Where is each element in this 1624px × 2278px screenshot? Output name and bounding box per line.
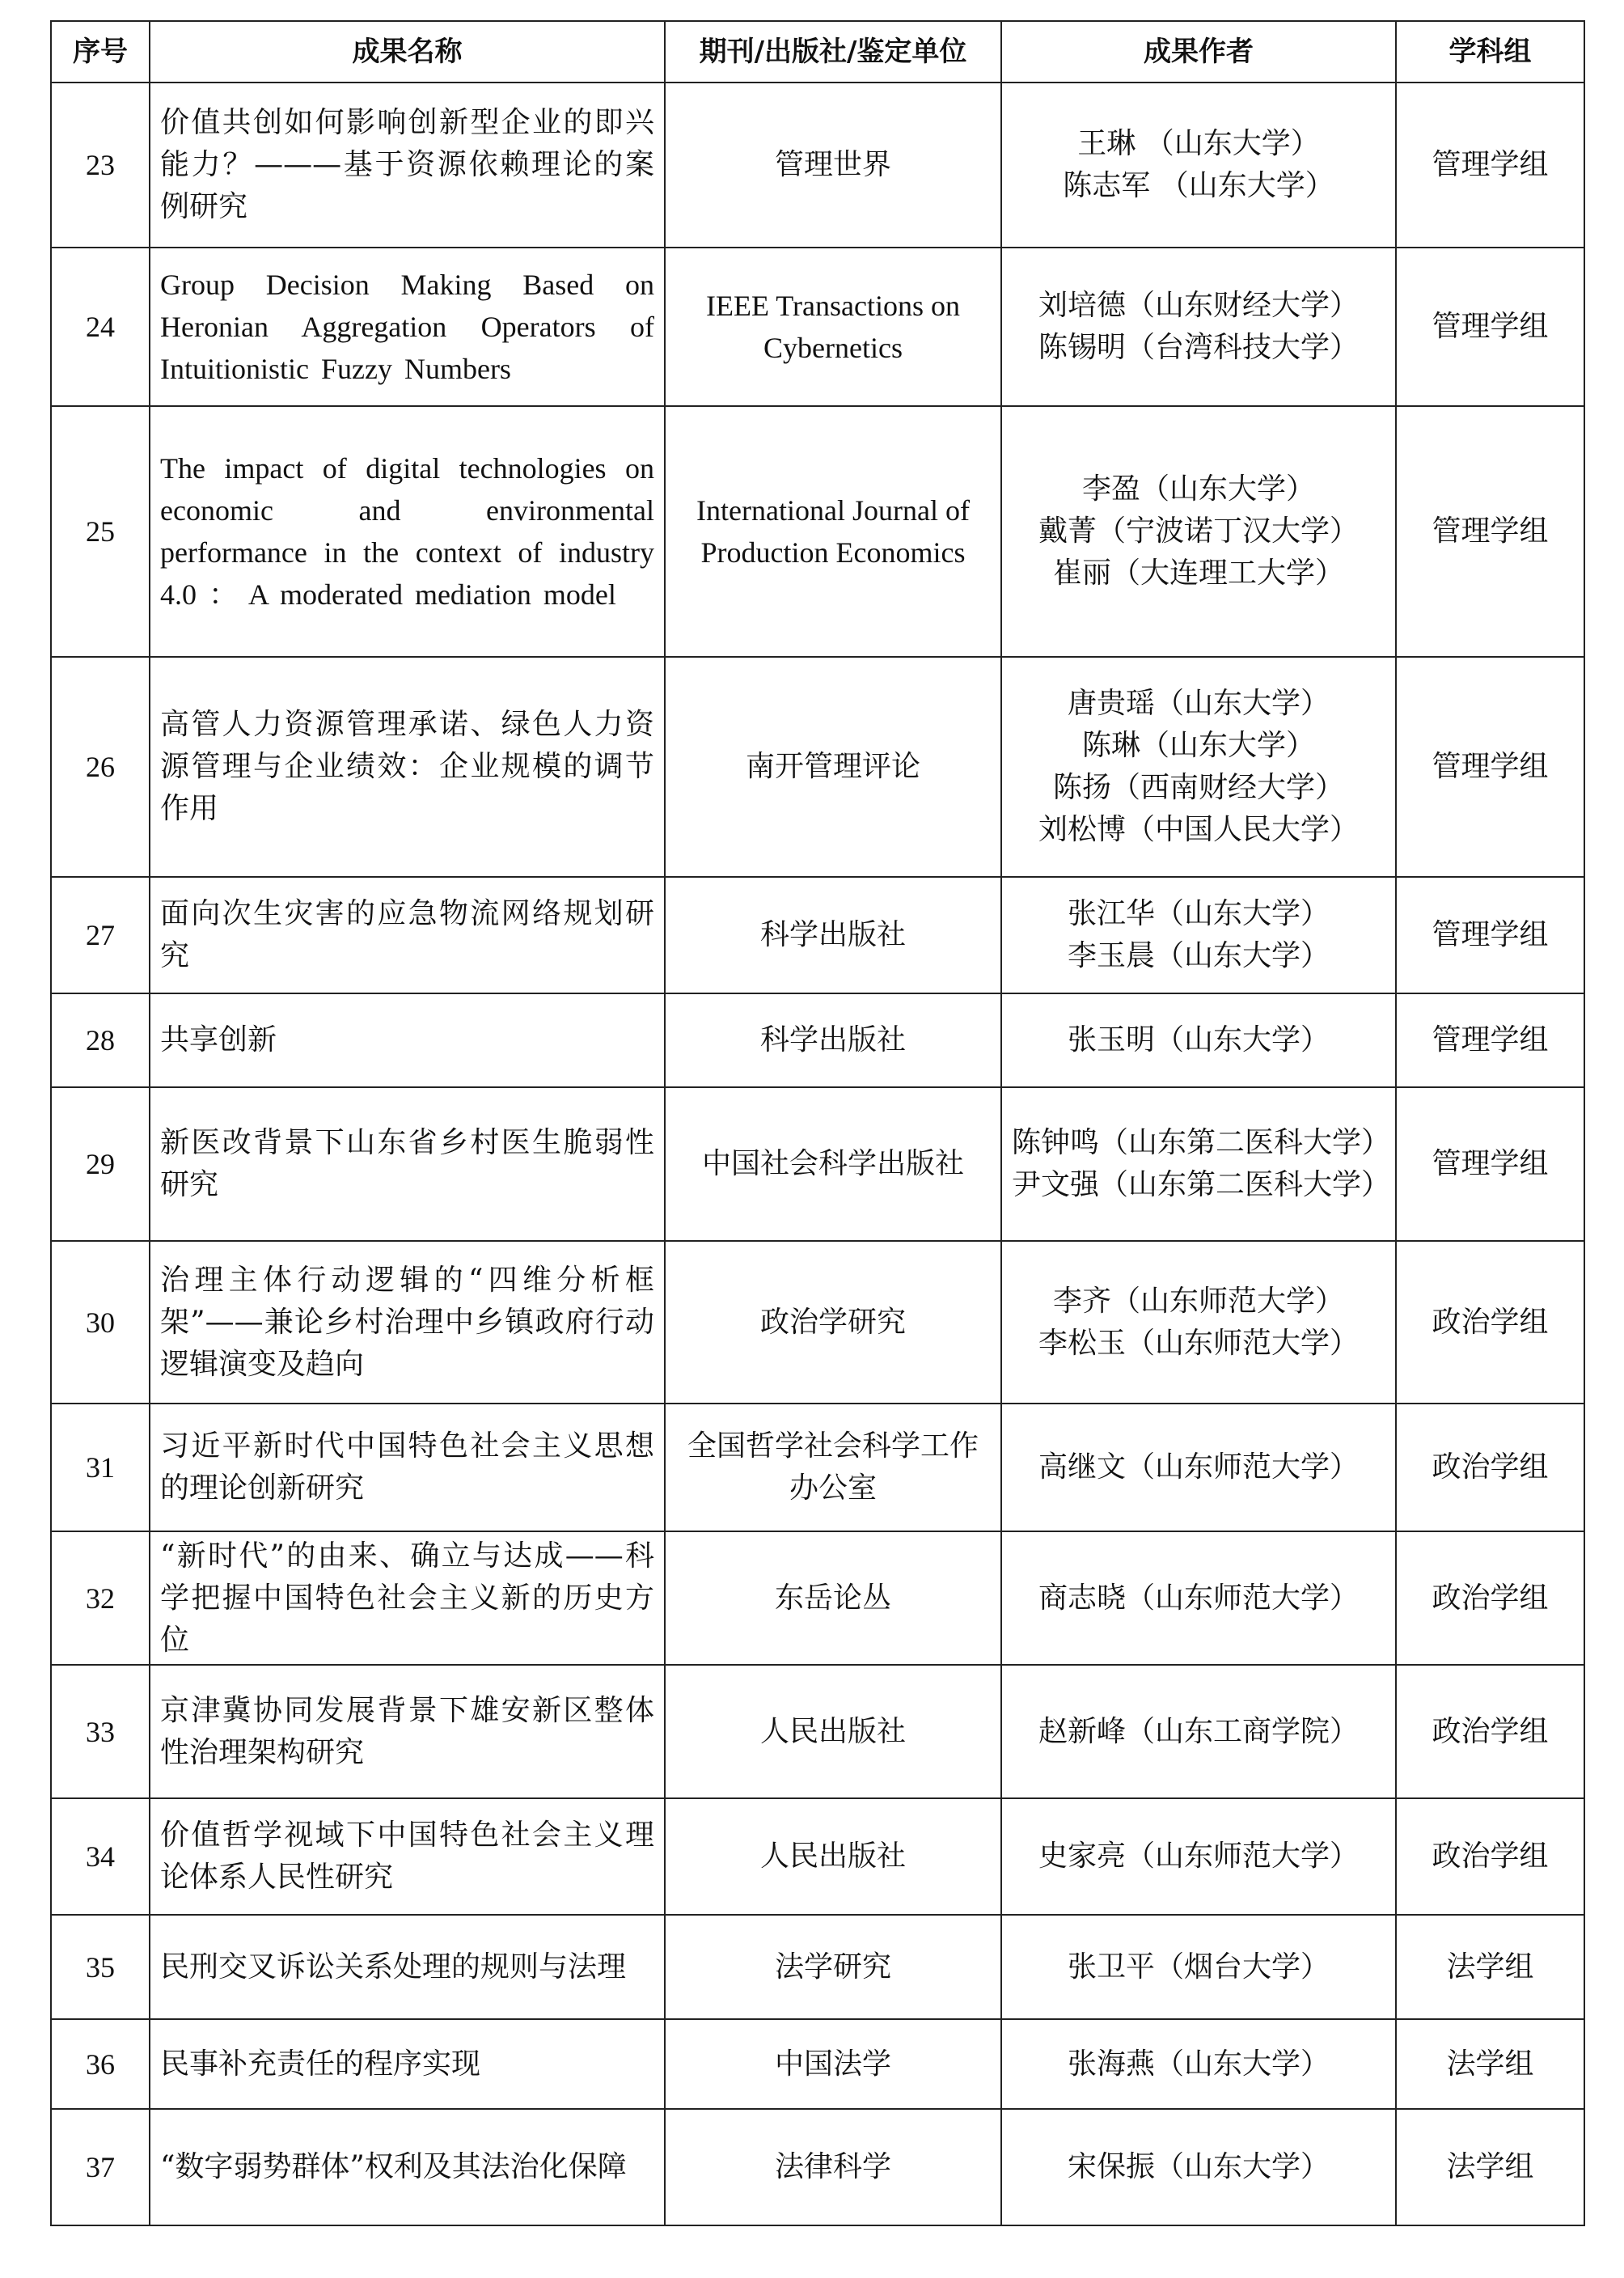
author: 宋保振（山东大学） [1067, 2150, 1330, 2183]
row-number: 33 [51, 1665, 150, 1798]
subject-group: 管理学组 [1396, 248, 1584, 406]
authors-cell [1001, 1915, 1396, 2019]
row-number: 36 [51, 2019, 150, 2109]
table-row [51, 993, 1584, 1087]
subject-group: 管理学组 [1396, 877, 1584, 993]
table-row [51, 1798, 1584, 1915]
result-title: “新时代”的由来、确立与达成——科学把握中国特色社会主义新的历史方位 [150, 1531, 665, 1665]
subject-group: 政治学组 [1396, 1404, 1584, 1531]
author: 史家亮（山东师范大学） [1038, 1840, 1359, 1873]
row-number: 23 [51, 83, 150, 248]
header-group: 学科组 [1396, 21, 1584, 83]
author: 李盈（山东大学） [1081, 472, 1315, 506]
result-title: 共享创新 [150, 993, 665, 1087]
table-row [51, 1915, 1584, 2019]
author: 陈扬（西南财经大学） [1052, 771, 1344, 804]
author: 唐贵瑶（山东大学） [1067, 687, 1330, 720]
row-number: 37 [51, 2109, 150, 2225]
authors-cell [1001, 1241, 1396, 1404]
result-title: 面向次生灾害的应急物流网络规划研究 [150, 877, 665, 993]
row-number: 30 [51, 1241, 150, 1404]
table-row [51, 2019, 1584, 2109]
row-number: 25 [51, 406, 150, 657]
results-table [50, 20, 1585, 2226]
subject-group: 政治学组 [1396, 1665, 1584, 1798]
publisher: 管理世界 [665, 83, 1001, 248]
result-title: The impact of digital technologies on economic and environmental performance in the context of industry 4.0 ： A moderated mediation model [150, 406, 665, 657]
row-number: 32 [51, 1531, 150, 1665]
result-title: 民事补充责任的程序实现 [150, 2019, 665, 2109]
table-row [51, 1531, 1584, 1665]
authors-cell [1001, 1665, 1396, 1798]
publisher: 法律科学 [665, 2109, 1001, 2225]
header-title: 成果名称 [150, 21, 665, 83]
authors-cell [1001, 2109, 1396, 2225]
publisher: 科学出版社 [665, 877, 1001, 993]
subject-group: 政治学组 [1396, 1241, 1584, 1404]
authors-cell [1001, 993, 1396, 1087]
result-title: 京津冀协同发展背景下雄安新区整体性治理架构研究 [150, 1665, 665, 1798]
subject-group: 管理学组 [1396, 657, 1584, 877]
result-title: 价值哲学视域下中国特色社会主义理论体系人民性研究 [150, 1798, 665, 1915]
authors-cell [1001, 1404, 1396, 1531]
subject-group: 管理学组 [1396, 993, 1584, 1087]
authors-cell [1001, 1087, 1396, 1241]
table-row [51, 1665, 1584, 1798]
authors-cell [1001, 657, 1396, 877]
table-row [51, 2109, 1584, 2225]
subject-group: 管理学组 [1396, 406, 1584, 657]
table-row [51, 406, 1584, 657]
result-title: 价值共创如何影响创新型企业的即兴能力？———基于资源依赖理论的案例研究 [150, 83, 665, 248]
header-publisher: 期刊/出版社/鉴定单位 [665, 21, 1001, 83]
author: 赵新峰（山东工商学院） [1038, 1714, 1359, 1748]
author: 崔丽（大连理工大学） [1052, 557, 1344, 590]
subject-group: 法学组 [1396, 2109, 1584, 2225]
authors-cell [1001, 248, 1396, 406]
authors-cell [1001, 83, 1396, 248]
row-number: 27 [51, 877, 150, 993]
table-row [51, 1241, 1584, 1404]
table-row [51, 877, 1584, 993]
publisher: International Journal of Production Economics [665, 406, 1001, 657]
row-number: 34 [51, 1798, 150, 1915]
publisher: 科学出版社 [665, 993, 1001, 1087]
author: 李玉晨（山东大学） [1067, 939, 1330, 972]
authors-cell [1001, 1798, 1396, 1915]
author: 陈锡明（台湾科技大学） [1038, 331, 1359, 364]
row-number: 26 [51, 657, 150, 877]
authors-cell [1001, 406, 1396, 657]
publisher: 东岳论丛 [665, 1531, 1001, 1665]
author: 刘培德（山东财经大学） [1038, 289, 1359, 322]
author: 张玉明（山东大学） [1067, 1023, 1330, 1056]
publisher: 中国社会科学出版社 [665, 1087, 1001, 1241]
publisher: 中国法学 [665, 2019, 1001, 2109]
author: 王琳 （山东大学） [1077, 127, 1320, 160]
author: 陈钟鸣（山东第二医科大学） [1012, 1126, 1391, 1159]
publisher: 政治学研究 [665, 1241, 1001, 1404]
author: 张卫平（烟台大学） [1067, 1950, 1330, 1984]
subject-group: 政治学组 [1396, 1798, 1584, 1915]
authors-cell [1001, 1531, 1396, 1665]
result-title: “数字弱势群体”权利及其法治化保障 [150, 2109, 665, 2225]
row-number: 24 [51, 248, 150, 406]
publisher: 全国哲学社会科学工作办公室 [665, 1404, 1001, 1531]
author: 戴菁（宁波诺丁汉大学） [1038, 514, 1359, 548]
result-title: 新医改背景下山东省乡村医生脆弱性研究 [150, 1087, 665, 1241]
table-row [51, 83, 1584, 248]
subject-group: 管理学组 [1396, 83, 1584, 248]
result-title: 高管人力资源管理承诺、绿色人力资源管理与企业绩效：企业规模的调节作用 [150, 657, 665, 877]
header-no: 序号 [51, 21, 150, 83]
result-title: 习近平新时代中国特色社会主义思想的理论创新研究 [150, 1404, 665, 1531]
result-title: 治理主体行动逻辑的“四维分析框架”——兼论乡村治理中乡镇政府行动逻辑演变及趋向 [150, 1241, 665, 1404]
subject-group: 法学组 [1396, 1915, 1584, 2019]
row-number: 29 [51, 1087, 150, 1241]
authors-cell [1001, 2019, 1396, 2109]
publisher: 人民出版社 [665, 1798, 1001, 1915]
author: 刘松博（中国人民大学） [1038, 813, 1359, 846]
row-number: 28 [51, 993, 150, 1087]
author: 李齐（山东师范大学） [1052, 1284, 1344, 1318]
author: 高继文（山东师范大学） [1038, 1450, 1359, 1484]
result-title: Group Decision Making Based on Heronian Aggregation Operators of Intuitionistic Fuzzy Numbers [150, 248, 665, 406]
row-number: 35 [51, 1915, 150, 2019]
author: 李松玉（山东师范大学） [1038, 1326, 1359, 1360]
row-number: 31 [51, 1404, 150, 1531]
author: 商志晓（山东师范大学） [1038, 1581, 1359, 1615]
header-authors: 成果作者 [1001, 21, 1396, 83]
author: 张海燕（山东大学） [1067, 2047, 1330, 2081]
subject-group: 管理学组 [1396, 1087, 1584, 1241]
result-title: 民刑交叉诉讼关系处理的规则与法理 [150, 1915, 665, 2019]
header-row [51, 21, 1584, 83]
authors-cell [1001, 877, 1396, 993]
author: 张江华（山东大学） [1067, 897, 1330, 930]
table-row [51, 657, 1584, 877]
author: 陈志军 （山东大学） [1063, 169, 1334, 202]
table-body [51, 83, 1584, 2225]
publisher: IEEE Transactions on Cybernetics [665, 248, 1001, 406]
table-row [51, 1404, 1584, 1531]
publisher: 人民出版社 [665, 1665, 1001, 1798]
author: 陈琳（山东大学） [1081, 729, 1315, 762]
subject-group: 政治学组 [1396, 1531, 1584, 1665]
subject-group: 法学组 [1396, 2019, 1584, 2109]
table-row [51, 1087, 1584, 1241]
table-row [51, 248, 1584, 406]
publisher: 法学研究 [665, 1915, 1001, 2019]
publisher: 南开管理评论 [665, 657, 1001, 877]
author: 尹文强（山东第二医科大学） [1012, 1168, 1391, 1201]
